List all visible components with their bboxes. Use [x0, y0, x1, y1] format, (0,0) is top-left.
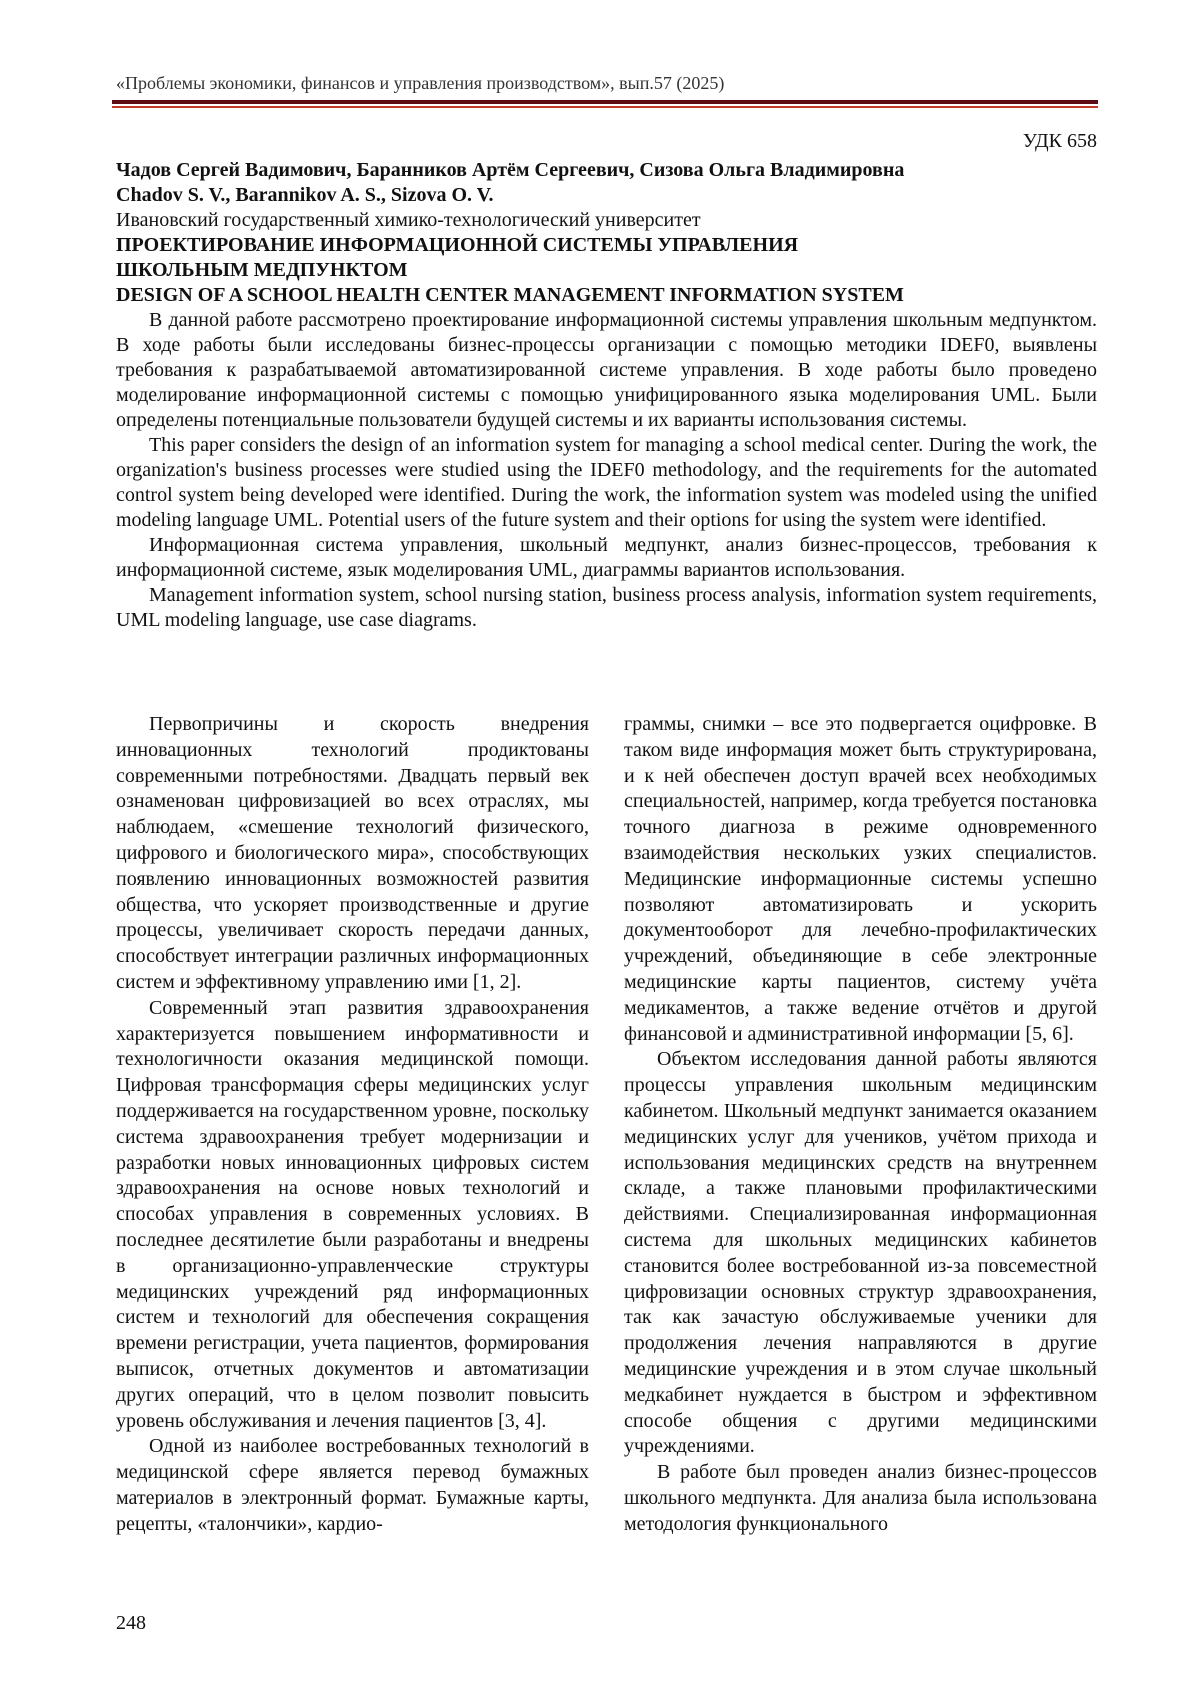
abstract-ru: В данной работе рассмотрено проектирование информационной системы управления школьным медпунктом. В ходе работы были исследованы бизнес-процессы организации с помощью методики IDEF0, выявлены требования к разрабатываемой автоматизированной системе управления. В ходе работы было проведено моделирование информационной системы с помощью унифицированного языка моделирования UML. Были определены потенциальные пользователи будущей системы и их варианты использования системы.	[116, 309, 1097, 431]
body-columns	[116, 712, 1097, 1592]
header-rule-red	[112, 106, 1098, 108]
title-en: DESIGN OF A SCHOOL HEALTH CENTER MANAGEMENT INFORMATION SYSTEM	[116, 284, 904, 306]
article-front-matter	[116, 158, 1097, 633]
body-paragraph: Одной из наиболее востребованных технологий в медицинской сфере является перевод бумажных материалов в электронный формат. Бумажные карты, рецепты, «талончики», кардио-	[116, 1435, 589, 1535]
title-ru-line-2: ШКОЛЬНЫМ МЕДПУНКТОМ	[116, 259, 408, 281]
udk-code: УДК 658	[1022, 130, 1097, 152]
body-paragraph: Современный этап развития здравоохранения характеризуется повышением информативности и технологичности оказания медицинской помощи. Цифровая трансформация сферы медицинских услуг поддерживается на государственном уровне, поскольку система здравоохранения требует модернизации и разработки новых инновационных цифровых систем здравоохранения на основе новых технологий и способах управления в современных условиях. В последнее десятилетие были разработаны и внедрены в организационно-управленческие структуры медицинских учреждений ряд информационных систем и технологий для обеспечения сокращения времени регистрации, учета пациентов, формирования выписок, отчетных документов и автоматизации других операций, что в целом позволит повысить уровень обслуживания и лечения пациентов [3, 4].	[116, 996, 589, 1432]
title-ru-line-1: ПРОЕКТИРОВАНИЕ ИНФОРМАЦИОННОЙ СИСТЕМЫ УПРАВЛЕНИЯ	[116, 234, 799, 256]
authors-en: Chadov S. V., Barannikov A. S., Sizova O. V.	[116, 184, 494, 206]
keywords-ru: Информационная система управления, школьный медпункт, анализ бизнес-процессов, требования к информационной системе, язык моделирования UML, диаграммы вариантов использования.	[116, 534, 1097, 581]
body-paragraph: Объектом исследования данной работы являются процессы управления школьным медицинским кабинетом. Школьный медпункт занимается оказанием медицинских услуг для учеников, учётом прихода и использования медицинских средств на внутреннем складе, а также плановыми профилактическими действиями. Специализированная информационная система для школьных медицинских кабинетов становится более востребованной из-за повсеместной цифровизации основных структур здравоохранения, так как зачастую обслуживаемые ученики для продолжения лечения направляются в другие медицинские учреждения и в этом случае школьный медкабинет нуждается в быстром и эффективном способе общения с другими медицинскими учреждениями.	[624, 1048, 1097, 1458]
keywords-en: Management information system, school nursing station, business process analysis, information system requirements, UML modeling language, use case diagrams.	[116, 584, 1097, 631]
body-paragraph: Первопричины и скорость внедрения инновационных технологий продиктованы современными потребностями. Двадцать первый век ознаменован цифровизацией во всех отраслях, мы наблюдаем, «смешение технологий физического, цифрового и биологического мира», способствующих появлению инновационных возможностей развития общества, что ускоряет производственные и другие процессы, увеличивает скорость передачи данных, способствует интеграции различных информационных систем и эффективному управлению ими [1, 2].	[116, 713, 589, 993]
running-header: «Проблемы экономики, финансов и управления производством», вып.57 (2025)	[116, 73, 725, 93]
keywords	[116, 533, 1097, 633]
abstract-en: This paper considers the design of an information system for managing a school medical center. During the work, the organization's business processes were studied using the IDEF0 methodology, and the requirements for the automated control system being developed were identified. During the work, the information system was modeled using the unified modeling language UML. Potential users of the future system and their options for using the system were identified.	[116, 434, 1097, 531]
body-column-right	[624, 712, 1097, 1538]
body-paragraph-continued: граммы, снимки – все это подвергается оцифровке. В таком виде информация может быть структурирована, и к ней обеспечен доступ врачей всех необходимых специальностей, например, когда требуется постановка точного диагноза в режиме одновременного взаимодействия нескольких узких специалистов. Медицинские информационные системы успешно позволяют автоматизировать и ускорить документооборот для лечебно-профилактических учреждений, объединяющие в себе электронные медицинские карты пациентов, систему учёта медикаментов, а также ведение отчётов и другой финансовой и административной информации [5, 6].	[624, 713, 1097, 1045]
body-paragraph: В работе был проведен анализ бизнес-процессов школьного медпункта. Для анализа была использована методология функционального	[624, 1461, 1097, 1535]
page-number: 248	[116, 1612, 146, 1634]
header-rule-dark	[112, 100, 1098, 104]
authors-ru: Чадов Сергей Вадимович, Баранников Артём Сергеевич, Сизова Ольга Владимировна	[116, 159, 905, 181]
body-column-left	[116, 712, 589, 1538]
abstract	[116, 308, 1097, 533]
affiliation: Ивановский государственный химико-технологический университет	[116, 209, 701, 231]
